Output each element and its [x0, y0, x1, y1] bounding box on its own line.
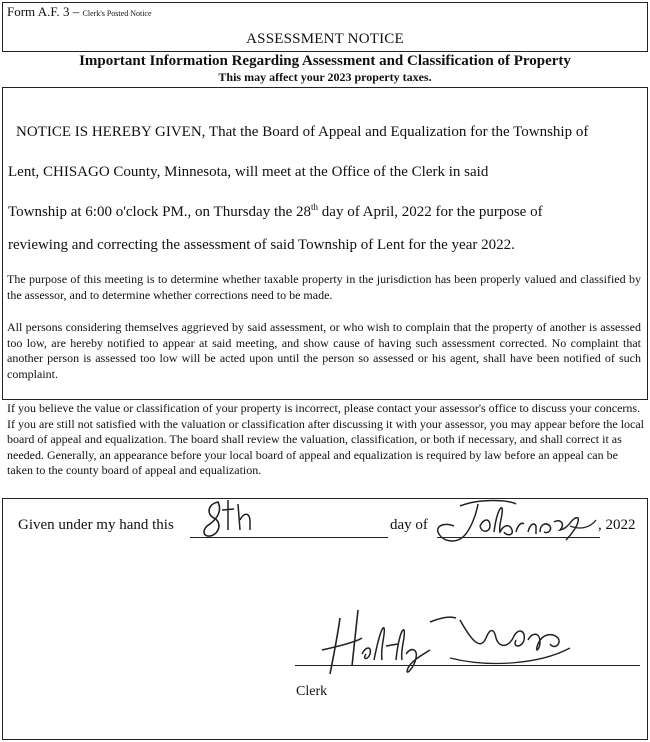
notice-title: ASSESSMENT NOTICE [246, 31, 404, 47]
info-paragraph: If you believe the value or classification of your property is incorrect, please contact your assessor's office to discuss your concerns. If you are still not satisfied with the valuation or classification after discussing it with your assessor, you may appear before the local board of appeal and equalization. The board shall review the valuation, classification, or both if necessary, and shall correct it as needed. Generally, an appearance before your local board of appeal and equalization is required by law before an appeal can be taken to the county board of appeal and equalization. [7, 401, 645, 477]
day-handwriting [198, 496, 268, 542]
notice-subtitle: Important Information Regarding Assessment and Classification of Property [79, 53, 571, 69]
purpose-paragraph: The purpose of this meeting is to determine whether taxable property in the jurisdiction has been properly valued and classified by the assessor, and to determine whether corrections need to be made. [7, 272, 641, 302]
notice-line-3: Township at 6:00 o'clock PM., on Thursday the 28th day of April, 2022 for the purpose of [8, 202, 543, 220]
notice-line-2: Lent, CHISAGO County, Minnesota, will meet at the Office of the Clerk in said [8, 164, 489, 180]
clerk-signature-line [295, 665, 640, 666]
year-label: , 2022 [598, 517, 636, 533]
form-label: Form A.F. 3 – Clerk's Posted Notice [7, 4, 152, 19]
notice-line-4: reviewing and correcting the assessment of said Township of Lent for the year 2022. [8, 237, 515, 253]
day-of-label: day of [390, 517, 428, 533]
form-label-small: Clerk's Posted Notice [82, 9, 152, 18]
notice-subtitle-tax-year: This may affect your 2023 property taxes. [218, 70, 432, 84]
notice-line-1: NOTICE IS HEREBY GIVEN, That the Board of Appeal and Equalization for the Township of [16, 124, 589, 140]
month-handwriting [420, 496, 610, 550]
clerk-signature [300, 598, 580, 688]
clerk-label: Clerk [296, 684, 328, 699]
aggrieved-paragraph: All persons considering themselves aggrieved by said assessment, or who wish to complain that the property of another is assessed too low, are hereby notified to appear at said meeting, and show cause of having such assessment corrected. No complaint that another person is assessed too low will be acted upon until the person so assessed or his agent, shall have been notified of such complaint. [7, 320, 641, 381]
given-label: Given under my hand this [18, 517, 174, 533]
